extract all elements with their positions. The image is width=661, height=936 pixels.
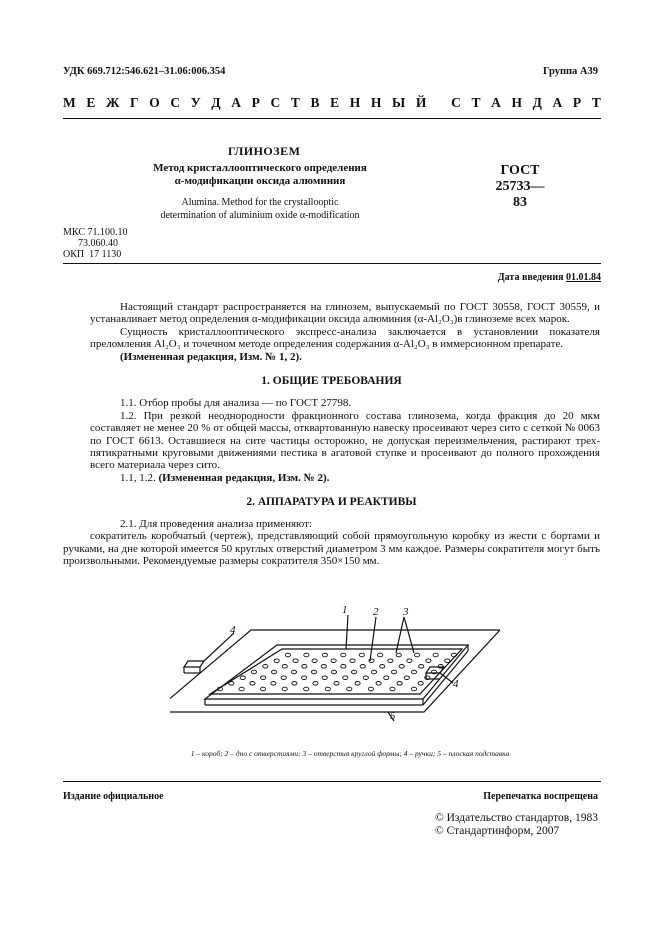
hole <box>321 665 326 669</box>
hole <box>399 665 404 669</box>
hole <box>312 659 317 663</box>
reducer-drawing <box>170 603 500 733</box>
hole <box>419 665 424 669</box>
leader-1 <box>346 615 348 649</box>
paragraph-amendment-2 <box>90 472 600 484</box>
paragraph-scope: Настоящий стандарт распространяется на глинозем, выпускаемый по ГОСТ 30558, ГОСТ 30559, и устанавливает метод определения α-модификации оксида алюминия (α-Al₂O₃)в глиноземе всех марок. <box>90 301 600 326</box>
hole <box>445 659 450 663</box>
document-body <box>63 301 600 567</box>
paragraph-1-2: 1.2. При резкой неоднородности фракционного состава глинозема, когда фракция до 20 мкм составляет не менее 20 % от общей массы, отквартованную навеску просеивают через сито с сеткой № 0063 по ГОСТ 6613. Оставшиеся на сите частицы осторожно, не допуская переизмельчения, растирают трех-пятикратными круговыми движениями пестика в агатовой ступке и просеивают до полного прохождения всего материала через сито. <box>90 409 600 472</box>
banner-letter: А <box>491 95 501 110</box>
hole <box>350 659 355 663</box>
hole <box>347 687 352 691</box>
banner-letter: М <box>63 95 76 110</box>
hole <box>251 670 256 674</box>
mks-code-1: МКС 71.100.10 <box>63 227 128 238</box>
effective-date-value: 01.01.84 <box>566 272 601 283</box>
header-divider <box>63 118 601 119</box>
label-2: 2 <box>373 606 379 618</box>
hole <box>261 687 266 691</box>
hole <box>282 687 287 691</box>
hole <box>433 653 438 657</box>
banner-letter: Р <box>572 95 582 110</box>
banner-letter: Р <box>251 95 260 110</box>
okp-code: ОКП 17 1130 <box>63 249 122 260</box>
hole <box>229 682 234 686</box>
hole <box>368 687 373 691</box>
banner-letter: С <box>451 95 461 110</box>
banner-letter: Т <box>290 95 300 110</box>
gost-code: 25733—83 <box>495 179 545 210</box>
hole <box>415 653 420 657</box>
leader-3b <box>404 617 414 653</box>
udk-code: УДК 669.712:546.621–31.06:006.354 <box>63 66 226 77</box>
method-title <box>140 162 380 188</box>
label-4-right: 4 <box>453 678 459 690</box>
label-1: 1 <box>342 604 348 616</box>
label-3: 3 <box>403 606 409 618</box>
banner-letter <box>437 95 440 111</box>
amendment-text: (Измененная редакция, Изм. № 2). <box>158 471 330 484</box>
base-plate <box>170 630 500 712</box>
hole <box>418 682 423 686</box>
box-inner <box>210 649 462 694</box>
banner-letter: О <box>149 95 160 110</box>
banner-letter: С <box>170 95 181 110</box>
banner-letter: Д <box>211 95 221 110</box>
hole <box>271 670 276 674</box>
footer-divider <box>63 781 601 782</box>
hole <box>322 653 327 657</box>
hole <box>384 676 389 680</box>
hole <box>313 682 318 686</box>
english-title <box>140 196 380 222</box>
hole <box>411 670 416 674</box>
hole <box>311 670 316 674</box>
banner-letter: С <box>270 95 281 110</box>
hole <box>331 659 336 663</box>
reprint-prohibited: Перепечатка воспрещена <box>483 791 598 802</box>
banner-letter: Н <box>349 95 361 110</box>
banner-letter: Т <box>591 95 601 110</box>
banner-letter: Е <box>330 95 340 110</box>
effective-date-label: Дата введения <box>497 272 564 283</box>
method-title-line1: Метод кристаллооптического определения <box>153 162 367 174</box>
hole <box>291 670 296 674</box>
banner-letter: Е <box>86 95 96 110</box>
banner-letter: Д <box>532 95 542 110</box>
banner-letter: У <box>190 95 201 110</box>
hole <box>397 682 402 686</box>
hole <box>285 653 290 657</box>
banner-letter: Й <box>415 95 427 110</box>
paragraph-essence: Сущность кристаллооптического экспресс-анализа заключается в установлении показателя преломления Al₂O₃ и точечном методе определения содержания α-Al₂O₃ в иммерсионном препарате. <box>90 325 600 351</box>
banner-letter: Ы <box>392 95 406 110</box>
hole <box>390 687 395 691</box>
leader-3a <box>396 617 404 653</box>
hole <box>322 676 327 680</box>
english-title-line1: Alumina. Method for the crystallooptic <box>181 197 339 208</box>
paragraph-2-1: 2.1. Для проведения анализа применяют: <box>120 517 312 530</box>
hole <box>292 682 297 686</box>
section-heading-apparatus: 2. АППАРАТУРА И РЕАКТИВЫ <box>246 496 417 509</box>
copyright <box>435 812 598 838</box>
gost-number <box>490 163 550 211</box>
banner-letter: Н <box>511 95 522 110</box>
banner-letter: Н <box>370 95 382 110</box>
hole <box>351 670 356 674</box>
hole <box>325 687 330 691</box>
hole <box>341 653 346 657</box>
banner-letter: Ж <box>106 95 120 110</box>
hole <box>250 682 255 686</box>
hole <box>407 659 412 663</box>
hole <box>359 653 364 657</box>
amendment-ref: 1.1, 1.2. <box>120 471 159 484</box>
hole <box>426 659 431 663</box>
label-4-left: 4 <box>230 624 236 636</box>
hole <box>404 676 409 680</box>
english-title-line2: determination of aluminium oxide α-modification <box>160 210 360 221</box>
hole <box>293 659 298 663</box>
banner-letter: А <box>552 95 563 110</box>
hole <box>396 653 401 657</box>
paragraph-reducer-description: сократитель коробчатый (чертеж), представляющий собой прямоугольную коробку из жести с бортами и ручками, на дне которой имеется 50 круглых отверстий диаметром 3 мм каждое. Размеры сократителя могут быть произвольными. Рекомендуемые размеры сократителя 350×150 мм. <box>63 530 600 567</box>
hole <box>343 676 348 680</box>
banner-letter: В <box>310 95 320 110</box>
hole <box>376 682 381 686</box>
gost-label: ГОСТ <box>500 163 540 178</box>
hole <box>391 670 396 674</box>
handle-left <box>184 661 204 667</box>
figure-caption: 1 – короб; 2 – дно с отверстиями; 3 – отверстия круглой формы; 4 – ручки; 5 – плоская подставка <box>190 749 510 758</box>
hole <box>263 665 268 669</box>
holes-grid <box>217 653 456 691</box>
paragraph-amendment-1: (Измененная редакция, Изм. № 1, 2). <box>120 350 302 363</box>
copyright-1983: © Издательство стандартов, 1983 <box>434 812 598 824</box>
hole <box>341 665 346 669</box>
hole <box>302 665 307 669</box>
banner-letter: А <box>231 95 241 110</box>
hole <box>363 676 368 680</box>
effective-date <box>498 272 601 283</box>
hole <box>371 670 376 674</box>
document-title: ГЛИНОЗЕМ <box>228 144 301 158</box>
hole <box>334 682 339 686</box>
official-edition: Издание официальное <box>63 791 164 802</box>
hole <box>261 676 266 680</box>
section-heading-general: 1. ОБЩИЕ ТРЕБОВАНИЯ <box>261 375 402 388</box>
classification-codes <box>63 227 127 260</box>
group-code: Группа А39 <box>542 66 598 77</box>
hole <box>331 670 336 674</box>
hole <box>360 665 365 669</box>
mks-code-2: 73.060.40 <box>63 238 118 249</box>
hole <box>304 687 309 691</box>
paragraph-1-1: 1.1. Отбор пробы для анализа — по ГОСТ 27798. <box>120 397 352 410</box>
label-5: 5 <box>390 710 396 722</box>
hole <box>302 676 307 680</box>
hole <box>271 682 276 686</box>
hole <box>282 665 287 669</box>
hole <box>380 665 385 669</box>
hole <box>388 659 393 663</box>
hole <box>378 653 383 657</box>
interstate-standard-banner <box>63 95 601 111</box>
hole <box>304 653 309 657</box>
hole <box>240 676 245 680</box>
banner-letter: Г <box>130 95 139 110</box>
hole <box>411 687 416 691</box>
banner-letter: Т <box>471 95 481 110</box>
date-divider <box>63 263 601 264</box>
method-title-line2: α-модификации оксида алюминия <box>174 175 346 187</box>
hole <box>239 687 244 691</box>
copyright-2007: © Стандартинформ, 2007 <box>434 825 560 837</box>
hole <box>274 659 279 663</box>
hole <box>355 682 360 686</box>
leader-2 <box>370 617 376 661</box>
hole <box>281 676 286 680</box>
